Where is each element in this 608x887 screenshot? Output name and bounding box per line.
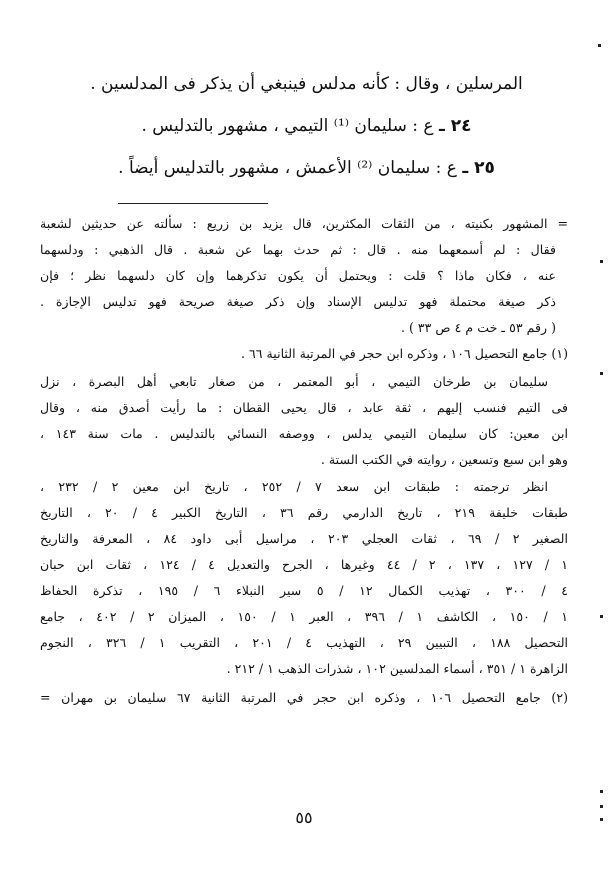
footnote-1-line: الزاهرة ١ / ٣٥١ ، أسماء المدلسين ١٠٢ ، شذرات الذهب ١ / ٢١٢ . [226,661,568,676]
footnote-1-line: ابن معين: كان سليمان التيمي يدلس ، ووصفه النسائي بالتدليس . مات سنة ١٤٣ ، [40,426,568,441]
footnote-cont-line: = المشهور بكنيته ، من الثقات المكثرين، قال يزيد بن زريع : سألته عن حديثين لشعبة [40,216,568,231]
footnote-1-line: ١ / ١٢٧ ، ١٣٧ ، ٢ / ٤٤ وغيرها ، الجرح والتعديل ٤ / ١٢٤ ، ثقات ابن حبان [40,557,569,572]
footnote-cont-line: فقال : لم أسمعهما منه . قال : ثم حدث بهما عن شعبة . قال الذهبي : ودلسهما [40,242,556,257]
footnote-1-line: طبقات خليفة ٢١٩ ، تاريخ الدارمي رقم ٣٦ ، التاريخ الكبير ٤ / ٢٠ ، التاريخ [40,505,569,520]
scan-speck [600,372,603,375]
footnote-1-heading: (١) جامع التحصيل ١٠٦ ، وذكره ابن حجر في المرتبة الثانية ٦٦ . [240,346,568,361]
entry-25-text: ع : سليمان ⁽²⁾ الأعمش ، مشهور بالتدليس أيضاً . [118,158,457,178]
entry-24 [90,116,523,136]
footnote-1-line: التحصيل ١٨٨ ، التبيين ٢٩ ، التهذيب ٤ / ٢٠١ ، التقريب ١ / ٣٢٦ ، النجوم [40,635,569,650]
entry-24-text: ع : سليمان ⁽¹⁾ التيمي ، مشهور بالتدليس . [141,116,434,136]
scan-speck [598,44,601,47]
footnote-1-line: ٤ / ٣٠٠ ، تهذيب الكمال ١٢ / ٥ سير النبلاء ٦ / ١٩٥ ، تذكرة الحفاظ [40,583,569,598]
page-number: ٥٥ [295,808,313,827]
footnote-1-line: الصغير ٢ / ٦٩ ، ثقات العجلي ٢٠٣ ، مراسيل أبى داود ٨٤ ، المعرفة والتاريخ [40,531,569,546]
footnote-cont-line: ( رقم ٥٣ ـ خت م ٤ ص ٣٣ ) . [400,320,556,335]
scan-speck [600,818,603,821]
scan-speck [600,805,603,808]
scan-speck [600,790,603,793]
footnote-1-line: وهو ابن سبع وتسعين ، روايته في الكتب الستة . [320,452,568,467]
entry-25 [90,158,523,178]
footnote-cont-line: عنه ، فكان ماذا ؟ قلت : ويحتمل أن يكون تذكرهما وإن كان دلسهما نظر ؛ فإن [40,268,556,283]
entry-24-number: ٢٤ ـ [438,116,472,136]
scan-speck [600,615,603,618]
footnote-2: (٢) جامع التحصيل ١٠٦ ، وذكره ابن حجر في المرتبة الثانية ٦٧ سليمان بن مهران = [40,690,568,705]
footnote-1-line: سليمان بن طرخان التيمي ، أبو المعتمر ، من صغار تابعي أهل البصرة ، نزل [40,374,548,389]
footnote-divider [118,203,268,204]
footnote-cont-line: ذكر صيغة محتملة فهو تدليس الإسناد وإن ذكر صيغة صريحة فهو تدليس الإجازة . [40,294,556,309]
entry-25-number: ٢٥ ـ [462,158,495,178]
footnote-1-line: فى التيم فنسب إليهم ، ثقة عابد ، قال يحيى القطان : ما رأيت أصدق منه ، وقال [40,400,568,415]
footnote-1-line: ١ / ١٥٠ ، الكاشف ١ / ٣٩٦ ، العبر ١ / ١٥٠ ، الميزان ٢ / ٤٠٢ ، جامع [40,609,568,624]
footnote-1-line: انظر ترجمته : طبقات ابن سعد ٧ / ٢٥٢ ، تاريخ ابن معين ٢ / ٢٣٢ ، [40,479,548,494]
main-line-1: المرسلين ، وقال : كأنه مدلس فينبغي أن يذكر فى المدلسين . [90,74,523,94]
scan-speck [600,260,603,263]
